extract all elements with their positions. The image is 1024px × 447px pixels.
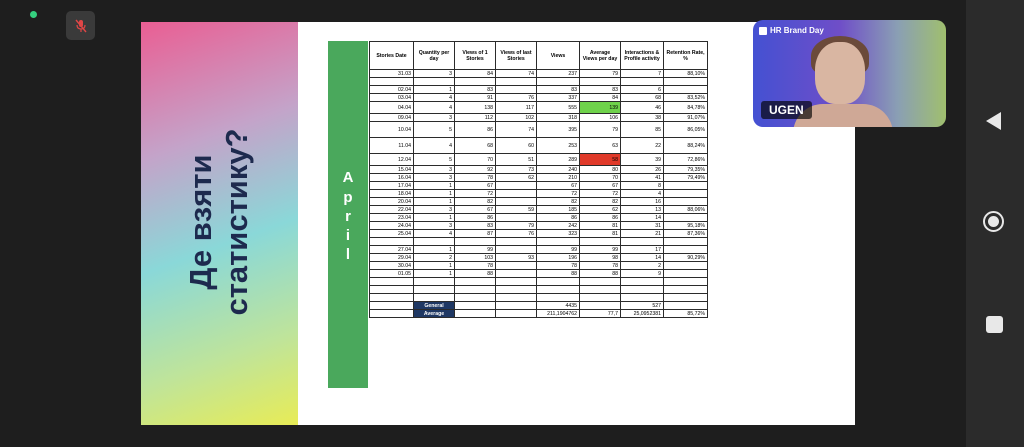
cell-views: 240: [537, 166, 580, 174]
cell-quantity: 3: [414, 206, 455, 214]
cell-interactions: [621, 294, 664, 302]
cell-views: 289: [537, 154, 580, 166]
cell-quantity: 1: [414, 198, 455, 206]
cell-views-first: 87: [455, 230, 496, 238]
cell-views-last: [496, 294, 537, 302]
cell-interactions: 16: [621, 198, 664, 206]
cell-views: 86: [537, 214, 580, 222]
summary-row-average: [370, 310, 708, 318]
summary-interactions: 527: [621, 302, 664, 310]
stats-table-wrap: [328, 41, 708, 388]
month-letter: A: [342, 169, 354, 186]
cell-views-first: 78: [455, 174, 496, 182]
cell-views-first: 84: [455, 70, 496, 78]
cell-date: 01.05: [370, 270, 414, 278]
cell-avg-views: 79: [580, 70, 621, 78]
table-row: [370, 138, 708, 154]
home-circle-icon[interactable]: [983, 211, 1004, 232]
table-header-row: [370, 42, 708, 70]
cell-views: [537, 286, 580, 294]
cell-avg-views: [580, 238, 621, 246]
table-row: [370, 114, 708, 122]
table-row: [370, 214, 708, 222]
cell-avg-views: 98: [580, 254, 621, 262]
table-row: [370, 198, 708, 206]
cell-views-last: [496, 190, 537, 198]
cell-interactions: 31: [621, 222, 664, 230]
column-header: Average Views per day: [580, 42, 621, 70]
cell-views-last: 76: [496, 94, 537, 102]
cell-quantity: 5: [414, 154, 455, 166]
cell-views-first: 70: [455, 154, 496, 166]
cell-views: 253: [537, 138, 580, 154]
cell-date: 29.04: [370, 254, 414, 262]
cell-views-last: 102: [496, 114, 537, 122]
table-row: [370, 270, 708, 278]
month-letter: r: [345, 208, 351, 225]
cell-views: 88: [537, 270, 580, 278]
cell-retention: [664, 270, 708, 278]
cell-retention: [664, 278, 708, 286]
cell-views: 83: [537, 86, 580, 94]
cell-date: 25.04: [370, 230, 414, 238]
cell-views: 395: [537, 122, 580, 138]
cell-interactions: [621, 286, 664, 294]
cell-interactions: 22: [621, 138, 664, 154]
cell-interactions: 39: [621, 154, 664, 166]
cell-views-last: [496, 214, 537, 222]
slide-title-line: Де взяти: [183, 154, 218, 290]
cell-interactions: 38: [621, 114, 664, 122]
cell-retention: [664, 86, 708, 94]
cell-quantity: [414, 238, 455, 246]
cell-date: 04.04: [370, 102, 414, 114]
month-letter: i: [345, 227, 351, 244]
cell-views-first: 67: [455, 206, 496, 214]
cell-avg-views: 84: [580, 94, 621, 102]
table-row: [370, 278, 708, 286]
cell-views-first: [455, 286, 496, 294]
cell-date: 30.04: [370, 262, 414, 270]
cell-quantity: 1: [414, 270, 455, 278]
table-row: [370, 94, 708, 102]
status-dot: [30, 11, 37, 18]
cell-quantity: 4: [414, 230, 455, 238]
cell-views-first: 78: [455, 262, 496, 270]
table-row: [370, 154, 708, 166]
column-header: Interactions & Profile activity: [621, 42, 664, 70]
cell-date: 24.04: [370, 222, 414, 230]
cell-avg-views: 79: [580, 122, 621, 138]
table-row: [370, 254, 708, 262]
cell-views-first: [455, 294, 496, 302]
average-interactions: 25,0952381: [621, 310, 664, 318]
brand-name: HR Brand Day: [770, 26, 824, 35]
cell-date: 12.04: [370, 154, 414, 166]
cell-retention: [664, 294, 708, 302]
cell-avg-views: 86: [580, 214, 621, 222]
summary-label: General: [414, 302, 455, 310]
cell-interactions: 14: [621, 254, 664, 262]
summary-views: 4435: [537, 302, 580, 310]
cell-retention: 91,07%: [664, 114, 708, 122]
cell-avg-views: [580, 278, 621, 286]
cell-quantity: 1: [414, 246, 455, 254]
cell-interactions: 41: [621, 174, 664, 182]
summary-row-general: [370, 302, 708, 310]
table-row: [370, 262, 708, 270]
cell-views-first: 83: [455, 86, 496, 94]
slide-title: [183, 128, 255, 315]
cell-quantity: [414, 278, 455, 286]
cell-avg-views: 58: [580, 154, 621, 166]
cell-quantity: 3: [414, 222, 455, 230]
cell-quantity: 2: [414, 254, 455, 262]
cell-retention: 87,36%: [664, 230, 708, 238]
cell-date: 18.04: [370, 190, 414, 198]
cell-retention: [664, 262, 708, 270]
cell-retention: 72,86%: [664, 154, 708, 166]
cell-views-first: 99: [455, 246, 496, 254]
brand-logo-icon: [759, 27, 767, 35]
cell-interactions: 46: [621, 102, 664, 114]
cell-retention: [664, 190, 708, 198]
average-views: 211,1904762: [537, 310, 580, 318]
cell-interactions: [621, 278, 664, 286]
column-header: Views of last Stories: [496, 42, 537, 70]
column-header: Views: [537, 42, 580, 70]
cell-interactions: 17: [621, 246, 664, 254]
cell-views: 72: [537, 190, 580, 198]
cell-views: 318: [537, 114, 580, 122]
cell-retention: [664, 238, 708, 246]
cell-avg-views: 81: [580, 230, 621, 238]
cell-date: 20.04: [370, 198, 414, 206]
cell-avg-views: 80: [580, 166, 621, 174]
table-row: [370, 222, 708, 230]
cell-interactions: 4: [621, 190, 664, 198]
column-header: Views of 1 Stories: [455, 42, 496, 70]
cell-views-last: 93: [496, 254, 537, 262]
cell-quantity: 1: [414, 190, 455, 198]
summary-label: Average: [414, 310, 455, 318]
cell-quantity: 4: [414, 94, 455, 102]
cell-views-first: 88: [455, 270, 496, 278]
cell-avg-views: 62: [580, 206, 621, 214]
slide-title-line: статистику?: [219, 128, 254, 316]
cell-date: [370, 238, 414, 246]
cell-interactions: [621, 238, 664, 246]
table-row: [370, 286, 708, 294]
back-triangle-icon[interactable]: [986, 112, 1001, 130]
cell-date: [370, 78, 414, 86]
participant-name-tag: UGEN: [761, 101, 812, 119]
cell-avg-views: 88: [580, 270, 621, 278]
cell-interactions: 9: [621, 270, 664, 278]
cell-views: [537, 294, 580, 302]
cell-avg-views: [580, 286, 621, 294]
average-avg-views: 77,7: [580, 310, 621, 318]
cell-views-first: 138: [455, 102, 496, 114]
cell-retention: [664, 246, 708, 254]
cell-views-last: 76: [496, 230, 537, 238]
cell-views: 196: [537, 254, 580, 262]
cell-retention: 88,10%: [664, 70, 708, 78]
cell-quantity: 3: [414, 70, 455, 78]
cell-views-last: 62: [496, 174, 537, 182]
month-letter: l: [345, 246, 351, 263]
cell-views-last: [496, 78, 537, 86]
month-letter: p: [343, 189, 353, 206]
cell-views-last: 79: [496, 222, 537, 230]
cell-date: [370, 294, 414, 302]
cell-date: 27.04: [370, 246, 414, 254]
cell-views-first: 83: [455, 222, 496, 230]
cell-views: 185: [537, 206, 580, 214]
table-row: [370, 174, 708, 182]
cell-retention: 86,05%: [664, 122, 708, 138]
cell-date: [370, 286, 414, 294]
mic-off-icon: [73, 18, 89, 34]
cell-views-first: 72: [455, 190, 496, 198]
cell-date: 03.04: [370, 94, 414, 102]
cell-date: 09.04: [370, 114, 414, 122]
cell-views: 210: [537, 174, 580, 182]
cell-quantity: [414, 286, 455, 294]
table-row: [370, 190, 708, 198]
table-row: [370, 230, 708, 238]
cell-views: 323: [537, 230, 580, 238]
cell-views-first: 86: [455, 214, 496, 222]
cell-views-first: 112: [455, 114, 496, 122]
cell-avg-views: 67: [580, 182, 621, 190]
cell-views: [537, 278, 580, 286]
cell-quantity: 3: [414, 174, 455, 182]
cell-avg-views: 81: [580, 222, 621, 230]
cell-quantity: 1: [414, 86, 455, 94]
cell-views-first: [455, 278, 496, 286]
cell-interactions: 68: [621, 94, 664, 102]
cell-views-last: [496, 286, 537, 294]
cell-retention: 84,78%: [664, 102, 708, 114]
cell-views-last: 59: [496, 206, 537, 214]
cell-retention: 88,24%: [664, 138, 708, 154]
recent-apps-icon[interactable]: [986, 316, 1003, 333]
cell-avg-views: [580, 78, 621, 86]
table-row: [370, 102, 708, 114]
stats-table: [369, 41, 708, 318]
cell-interactions: 2: [621, 262, 664, 270]
table-row: [370, 246, 708, 254]
cell-retention: [664, 182, 708, 190]
cell-views-first: 103: [455, 254, 496, 262]
cell-views-first: 92: [455, 166, 496, 174]
cell-quantity: 3: [414, 166, 455, 174]
month-bar: [328, 41, 368, 388]
cell-views-last: [496, 270, 537, 278]
cell-views: 67: [537, 182, 580, 190]
cell-retention: [664, 286, 708, 294]
cell-avg-views: 78: [580, 262, 621, 270]
cell-views-last: [496, 278, 537, 286]
cell-views-first: 86: [455, 122, 496, 138]
column-header: Quantity per day: [414, 42, 455, 70]
cell-interactions: 8: [621, 182, 664, 190]
mute-button[interactable]: [66, 11, 95, 40]
cell-views-last: [496, 198, 537, 206]
cell-retention: 90,29%: [664, 254, 708, 262]
cell-interactions: 14: [621, 214, 664, 222]
cell-date: 15.04: [370, 166, 414, 174]
cell-views: [537, 238, 580, 246]
cell-views-last: [496, 238, 537, 246]
cell-avg-views: 70: [580, 174, 621, 182]
cell-views-last: 60: [496, 138, 537, 154]
cell-views-first: 82: [455, 198, 496, 206]
cell-retention: 88,06%: [664, 206, 708, 214]
table-row: [370, 206, 708, 214]
cell-views: 555: [537, 102, 580, 114]
cell-avg-views: 106: [580, 114, 621, 122]
cell-quantity: 4: [414, 138, 455, 154]
cell-interactions: 6: [621, 86, 664, 94]
cell-quantity: 5: [414, 122, 455, 138]
cell-views-first: 67: [455, 182, 496, 190]
cell-views-last: [496, 262, 537, 270]
table-row: [370, 238, 708, 246]
cell-quantity: [414, 294, 455, 302]
cell-date: [370, 278, 414, 286]
cell-avg-views: [580, 294, 621, 302]
table-row: [370, 166, 708, 174]
cell-date: 16.04: [370, 174, 414, 182]
cell-interactions: 26: [621, 166, 664, 174]
slide-side-panel: [141, 22, 298, 425]
cell-date: 23.04: [370, 214, 414, 222]
cell-retention: 79,35%: [664, 166, 708, 174]
home-inner-dot: [988, 216, 999, 227]
cell-quantity: 3: [414, 114, 455, 122]
cell-views-last: 73: [496, 166, 537, 174]
cell-retention: 95,18%: [664, 222, 708, 230]
table-row: [370, 294, 708, 302]
cell-interactions: 21: [621, 230, 664, 238]
cell-views-last: [496, 182, 537, 190]
table-row: [370, 182, 708, 190]
cell-avg-views: 72: [580, 190, 621, 198]
cell-views: [537, 78, 580, 86]
table-row: [370, 86, 708, 94]
cell-retention: 83,52%: [664, 94, 708, 102]
cell-avg-views: 99: [580, 246, 621, 254]
column-header: Retention Rate, %: [664, 42, 708, 70]
cell-views: 82: [537, 198, 580, 206]
cell-avg-views: 83: [580, 86, 621, 94]
cell-views-first: [455, 78, 496, 86]
cell-views-last: [496, 246, 537, 254]
cell-date: 11.04: [370, 138, 414, 154]
table-row: [370, 70, 708, 78]
cell-quantity: 4: [414, 102, 455, 114]
cell-retention: [664, 198, 708, 206]
cell-views-last: 51: [496, 154, 537, 166]
cell-quantity: [414, 78, 455, 86]
cell-views-last: 74: [496, 70, 537, 78]
table-row: [370, 122, 708, 138]
cell-views-last: 74: [496, 122, 537, 138]
cell-views-first: 68: [455, 138, 496, 154]
cell-views: 237: [537, 70, 580, 78]
average-retention: 85,72%: [664, 310, 708, 318]
cell-views-last: [496, 86, 537, 94]
table-row: [370, 78, 708, 86]
cell-date: 02.04: [370, 86, 414, 94]
cell-retention: [664, 78, 708, 86]
cell-avg-views: 139: [580, 102, 621, 114]
cell-views-first: 91: [455, 94, 496, 102]
shared-slide: [141, 22, 855, 425]
cell-retention: 79,49%: [664, 174, 708, 182]
cell-quantity: 1: [414, 214, 455, 222]
cell-avg-views: 63: [580, 138, 621, 154]
cell-interactions: 85: [621, 122, 664, 138]
cell-date: 17.04: [370, 182, 414, 190]
cell-date: 31.03: [370, 70, 414, 78]
column-header: Stories Date: [370, 42, 414, 70]
participant-video-tile[interactable]: [753, 20, 946, 127]
cell-views-first: [455, 238, 496, 246]
cell-date: 22.04: [370, 206, 414, 214]
cell-views: 78: [537, 262, 580, 270]
cell-interactions: 13: [621, 206, 664, 214]
cell-quantity: 1: [414, 262, 455, 270]
cell-retention: [664, 214, 708, 222]
brand-logo: [759, 26, 824, 35]
cell-interactions: 7: [621, 70, 664, 78]
participant-face: [815, 42, 865, 104]
cell-quantity: 1: [414, 182, 455, 190]
cell-interactions: [621, 78, 664, 86]
cell-views: 99: [537, 246, 580, 254]
cell-avg-views: 82: [580, 198, 621, 206]
cell-views: 242: [537, 222, 580, 230]
cell-date: 10.04: [370, 122, 414, 138]
cell-views: 337: [537, 94, 580, 102]
cell-views-last: 117: [496, 102, 537, 114]
